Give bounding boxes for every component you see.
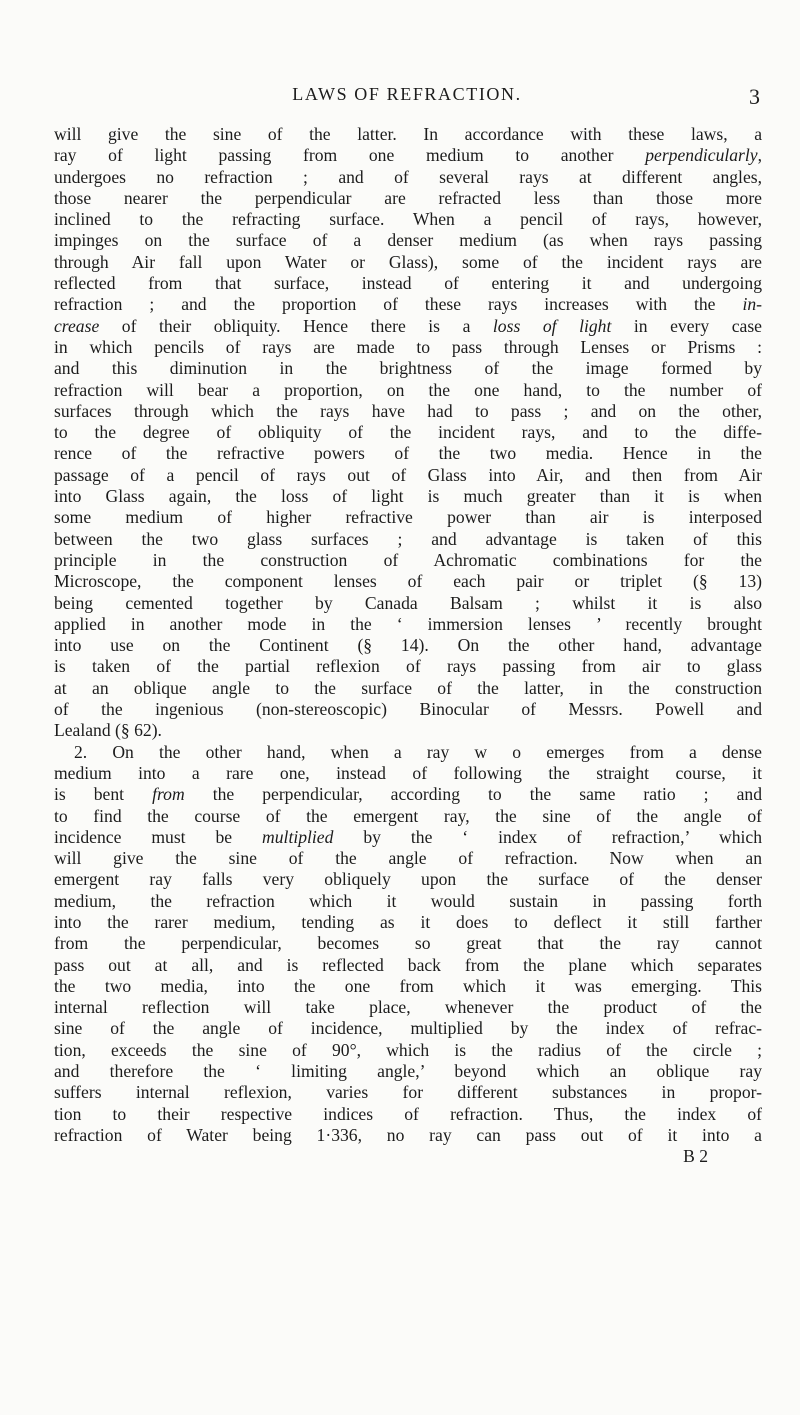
text-run: medium, the refraction which it would sustain in passing forth [54,890,762,911]
text-line [54,465,762,486]
text-line [54,401,762,422]
text-run: rence of the refractive powers of the two media. Hence in the [54,443,762,464]
text-line [54,1125,762,1146]
text-run: into Glass again, the loss of light is much greater than it is when [54,486,762,507]
text-run: will give the sine of the latter. In accordance with these laws, a [54,124,762,144]
text-line [54,997,762,1018]
running-head [54,84,760,110]
text-run: the perpendicular, according to the same ratio ; and [184,784,762,805]
text-line [54,635,762,656]
text-line [54,337,762,358]
text-run: emergent ray falls very obliquely upon the surface of the denser [54,869,762,890]
text-line [54,380,762,401]
text-line [54,550,762,571]
text-run: internal reflection will take place, whenever the product of the [54,997,762,1018]
text-line [54,848,762,869]
text-run: B 2 [683,1146,708,1167]
text-line [54,507,762,528]
text-run: through Air fall upon Water or Glass), some of the incident rays are [54,251,762,272]
text-line [54,273,762,294]
text-run: and this diminution in the brightness of the image formed by [54,358,762,379]
text-line [54,656,762,677]
text-line [54,145,762,166]
text-run: tion to their respective indices of refraction. Thus, the index of [54,1103,762,1124]
text-run: refraction will bear a proportion, on the one hand, to the number of [54,379,762,400]
text-line [54,252,762,273]
text-run: being cemented together by Canada Balsam ; whilst it is also [54,592,762,613]
text-run: inclined to the refracting surface. When a pencil of rays, however, [54,209,762,230]
text-line [54,209,762,230]
text-line [54,571,762,592]
text-line [54,1104,762,1125]
text-line [54,933,762,954]
text-line [54,124,762,145]
text-run: will give the sine of the angle of refraction. Now when an [54,848,762,869]
text-run: is bent [54,784,153,805]
text-run: of the ingenious (non-stereoscopic) Binocular of Messrs. Powell and [54,699,762,720]
italic-text: loss of light [492,315,612,336]
text-run: to the degree of obliquity of the incident rays, and to the diffe- [54,422,762,443]
signature-mark [54,1146,762,1167]
text-line [54,294,762,315]
text-line [54,1018,762,1039]
text-run: some medium of higher refractive power than air is interposed [54,507,762,528]
text-line [54,614,762,635]
text-run: sine of the angle of incidence, multiplied by the index of refrac- [54,1018,762,1039]
text-run: and therefore the ‘ limiting angle,’ beyond which an oblique ray [54,1061,762,1082]
text-line [54,955,762,976]
text-run: to find the course of the emergent ray, the sine of the angle of [54,805,762,826]
text-run: is taken of the partial reflexion of rays passing from air to glass [54,656,762,677]
italic-text: from [152,784,185,805]
text-run: at an oblique angle to the surface of the latter, in the construction [54,677,762,698]
text-line [54,316,762,337]
text-line [54,529,762,550]
text-line [54,891,762,912]
text-line [54,699,762,720]
italic-text: perpendicularly [645,145,758,166]
text-run: from the perpendicular, becomes so great that the ray cannot [54,933,762,954]
text-run: medium into a rare one, instead of following the straight course, it [54,762,762,783]
running-title: LAWS OF REFRACTION. [292,84,522,104]
text-run: Lealand (§ 62). [54,720,162,741]
text-run: in every case [611,315,762,336]
text-run: applied in another mode in the ‘ immersion lenses ’ recently brought [54,613,762,634]
text-run: passage of a pencil of rays out of Glass into Air, and then from Air [54,464,762,485]
text-run: into the rarer medium, tending as it does to deflect it still farther [54,911,762,932]
page-number: 3 [749,84,760,109]
text-run: reflected from that surface, instead of entering it and undergoing [54,273,762,294]
text-line [54,188,762,209]
text-line [54,443,762,464]
text-line [54,1040,762,1061]
text-run: suffers internal reflexion, varies for different substances in propor- [54,1082,762,1103]
text-run: incidence must be [54,826,263,847]
text-line [54,742,762,763]
text-run: into use on the Continent (§ 14). On the other hand, advantage [54,635,762,656]
text-run: of their obliquity. Hence there is a [99,315,493,336]
text-line [54,167,762,188]
italic-text: crease [54,315,100,336]
text-run: undergoes no refraction ; and of several rays at different angles, [54,166,762,187]
text-line [54,593,762,614]
text-line [54,678,762,699]
text-line [54,1082,762,1103]
text-line [54,763,762,784]
text-line [54,869,762,890]
text-run: pass out at all, and is reflected back from the plane which separates [54,954,762,975]
text-line [54,827,762,848]
text-line [54,784,762,805]
italic-text: in- [742,294,762,315]
text-run: impinges on the surface of a denser medium (as when rays passing [54,230,762,251]
text-run: those nearer the perpendicular are refracted less than those more [54,187,762,208]
text-run: Microscope, the component lenses of each pair or triplet (§ 13) [54,571,762,592]
body-text [54,124,762,1168]
text-run: , [757,145,762,166]
text-run: in which pencils of rays are made to pass through Lenses or Prisms : [54,336,762,357]
text-run: 2. On the other hand, when a ray w o emerges from a dense [74,741,762,762]
text-line [54,720,762,741]
text-line [54,1061,762,1082]
text-run: refraction ; and the proportion of these rays increases with the [54,294,743,315]
text-line [54,912,762,933]
text-line [54,422,762,443]
text-run: principle in the construction of Achromatic combinations for the [54,549,762,570]
text-line [54,486,762,507]
text-run: the two media, into the one from which it was emerging. This [54,975,762,996]
text-run: ray of light passing from one medium to another [54,145,646,166]
text-run: tion, exceeds the sine of 90°, which is the radius of the circle ; [54,1039,762,1060]
text-run: refraction of Water being 1·336, no ray can pass out of it into a [54,1124,762,1145]
text-line [54,976,762,997]
text-line [54,806,762,827]
text-line [54,358,762,379]
text-line [54,230,762,251]
text-run: between the two glass surfaces ; and advantage is taken of this [54,528,762,549]
text-run: by the ‘ index of refraction,’ which [333,826,762,847]
italic-text: multiplied [262,826,334,847]
text-run: surfaces through which the rays have had to pass ; and on the other, [54,400,762,421]
